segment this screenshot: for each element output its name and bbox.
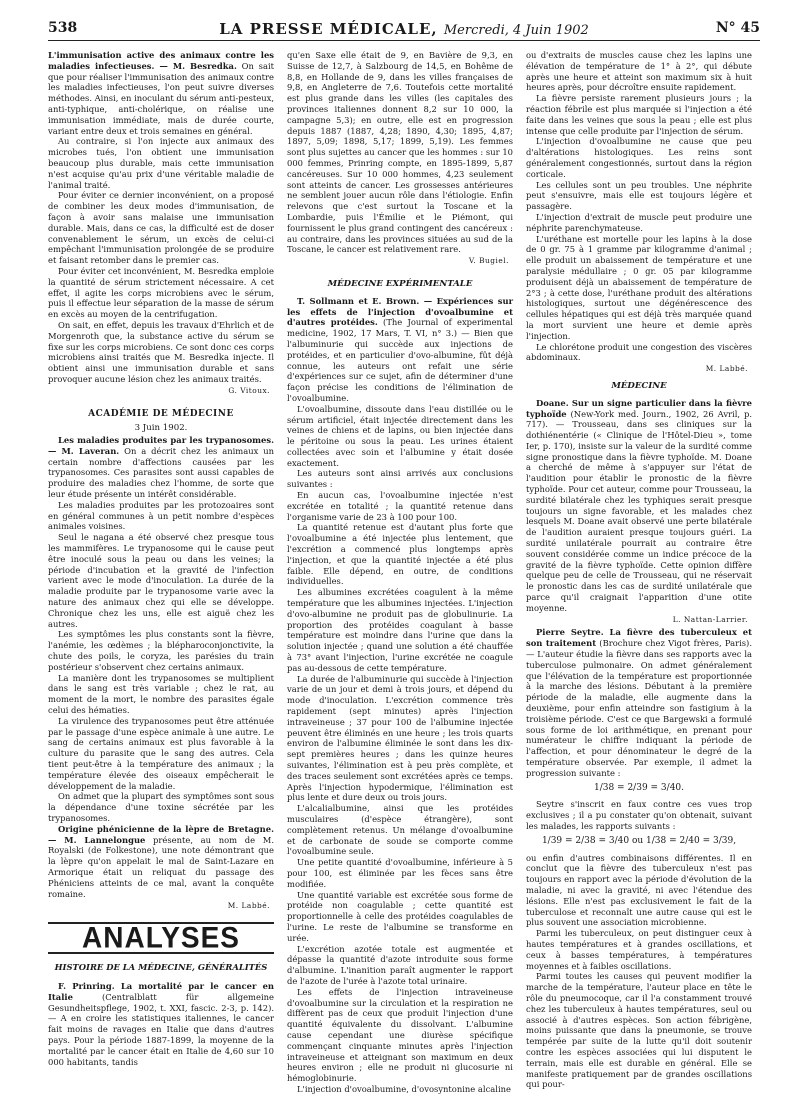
article-paragraph: La virulence des trypanosomes peut être atténuée par le passage d'une espèce animale à une autre. Le sang de certains animaux est plus favorable à la culture du parasite que le sang des autres. Cela tient peut-être à la température des animaux ; la température élevée des oiseaux empêcherait le développement de la maladie. xyxy=(48,715,274,791)
article-paragraph: Le chlorétone produit une congestion des viscères abdominaux. xyxy=(526,341,752,363)
article-paragraph: La quantité retenue est d'autant plus forte que l'ovoalbumine a été injectée plus lentement, que l'excrétion a commencé plus longtemps après l'injection, et que la quantité injectée a été plus faible. Elle dépend, en outre, de conditions individuelles. xyxy=(287,522,513,587)
article-paragraph: ou d'extraits de muscles cause chez les lapins une élévation de température de 1° à 2°, qui débute après une heure et atteint son maximum six à huit heures après, pour décroître ensuite rapidement. xyxy=(526,50,752,93)
author-signature: V. Bugiel. xyxy=(468,256,509,266)
article-paragraph: On sait, en effet, depuis les travaux d'Ehrlich et de Morgenroth que, la substance active du sérum se fixe sur les corps microbiens. Ce sont donc ces corps microbiens ainsi traités que M. Besredka injecte. Il obtient ainsi une immunisation durable et sans provoquer aucune lésion chez les animaux traités. xyxy=(48,319,274,384)
article-paragraph: Origine phénicienne de la lèpre de Bretagne. — M. Lannelongue présente, au nom de M. Royalski (de Folkestone), une note démontrant que la lèpre qu'on appelait le mal de Saint-Lazare en Armorique était un reliquat du passage des Phéniciens atteints de ce mal, avant la conquête romaine. xyxy=(48,823,274,899)
article-paragraph: Seul le nagana a été observé chez presque tous les mammifères. Le trypanosome qui le cause peut être inoculé sous la peau ou dans les veines; la période d'incubation et la gravité de l'infection varient avec le mode d'inoculation. La durée de la maladie produite par le trypanosome varie avec la nature des animaux chez qui elle se développe. Chronique chez les uns, elle est aiguë chez les autres. xyxy=(48,532,274,629)
article-heading: L'immunisation active des animaux contre les maladies infectieuses. — M. Besredka. xyxy=(48,50,274,71)
formula: 1/39 = 2/38 = 3/40 ou 1/38 = 2/40 = 3/39, xyxy=(541,835,737,846)
article-paragraph: Les albumines excrétées coagulent à la même température que les albumines injectées. L'injection d'ovo-albumine ne produit pas de globulinurie. La proportion des protéides coagulant à basse température est moindre dans l'urine que dans la solution injectée ; quand une solution a été chauffée à 73° avant l'injection, l'urine excrétée ne coagule pas au-dessous de cette température. xyxy=(287,587,513,673)
article-paragraph: L'excrétion azotée totale est augmentée et dépasse la quantité d'azote introduite sous forme d'albumine. L'inanition paraît augmenter le rapport de l'azote de l'urée à l'azote total urinaire. xyxy=(287,943,513,986)
article-paragraph: L'injection d'extrait de muscle peut produire une néphrite parenchymateuse. xyxy=(526,211,752,233)
section-heading: MÉDECINE EXPÉRIMENTALE xyxy=(327,278,473,289)
article-paragraph: L'alcalialbumine, ainsi que les protéides musculaires (d'espèce étrangère), sont complètement retenus. Un mélange d'ovoalbumine et de carbonate de soude se comporte comme l'ovoalbumine seule. xyxy=(287,803,513,857)
article-paragraph: Seytre s'inscrit en faux contre ces vues trop exclusives ; il a pu constater qu'on obtenait, suivant les malades, les rapports suivants : xyxy=(526,799,752,831)
article-paragraph: Une petite quantité d'ovoalbumine, inférieure à 5 pour 100, est éliminée par les fèces sans être modifiée. xyxy=(287,857,513,889)
author-signature: M. Labbé. xyxy=(705,364,748,374)
column-3 xyxy=(526,50,752,1090)
subsection-heading: HISTOIRE DE LA MÉDECINE, GÉNÉRALITÉS xyxy=(54,962,268,973)
article-paragraph: Au contraire, si l'on injecte aux animaux des microbes tués, l'on obtient une immunisation beaucoup plus durable, mais cette immunisation n'est acquise qu'au prix d'une véritable maladie de l'animal traité. xyxy=(48,136,274,190)
column-1 xyxy=(48,50,274,1075)
analyses-title: ANALYSES xyxy=(82,920,240,954)
article-paragraph: Pour éviter ce dernier inconvénient, on a proposé de combiner les deux modes d'immunisation, de façon à avoir sans malaise une immunisation durable. Mais, dans ce cas, la difficulté est de doser convenablement le sérum, un excès de celui-ci empêchant l'immunisation prolongée de se produire et faisant retomber dans le premier cas. xyxy=(48,190,274,266)
article-paragraph: Les auteurs sont ainsi arrivés aux conclusions suivantes : xyxy=(287,468,513,490)
article-paragraph: Parmi les tuberculeux, on peut distinguer ceux à hautes températures et à grandes oscillations, et ceux à basses températures, à températures moyennes et à faibles oscillations. xyxy=(526,928,752,971)
author-signature: G. Vitoux. xyxy=(228,385,270,395)
article-paragraph: L'injection d'ovoalbumine ne cause que peu d'altérations histologiques. Les reins sont généralement congestionnés, surtout dans la région corticale. xyxy=(526,136,752,179)
article-paragraph: ou enfin d'autres combinaisons différentes. Il en conclut que la fièvre des tuberculeux n'est pas toujours en rapport avec la période d'évolution de la maladie, ni avec la gravité, ni avec l'étendue des lésions. Elle n'est pas exclusivement le fait de la tuberculose et reconnaît une autre cause qui est le plus souvent une association microbienne. xyxy=(526,852,752,928)
article-paragraph: Les maladies produites par les protozoaires sont en général communes à un petit nombre d'espèces animales voisines. xyxy=(48,499,274,532)
article-paragraph: Les effets de l'injection intraveineuse d'ovoalbumine sur la circulation et la respiration ne diffèrent pas de ceux que produit l'injection d'une quantité équivalente du dissolvant. L'albumine cause cependant une diurèse spécifique commençant cinquante minutes après l'injection intraveineuse et atteignant son maximum en deux heures environ ; elle ne produit ni glucosurie ni hémoglobinurie. xyxy=(287,986,513,1084)
article-paragraph: T. Sollmann et E. Brown. — Expériences sur les effets de l'injection d'ovoalbumine et d'autres protéides. (The Journal of experimental medicine, 1902, 17 Mars, T. VI, n° 3.) — Bien que l'albuminurie qui succède aux injections de protéides, et en particulier d'ovo-albumine, fût déjà connue, les auteurs ont refait une série d'expériences sur ce sujet, afin de déterminer d'une façon précise les conditions de l'élimination de l'ovoalbumine. xyxy=(287,295,513,403)
page-number: 538 xyxy=(48,20,78,36)
column-2 xyxy=(287,50,513,1094)
article-heading: F. Prinring. La mortalité par le cancer en Italie xyxy=(48,980,274,1002)
issue-date: Mercredi, 4 Juin 1902 xyxy=(443,23,589,38)
article-paragraph: Pour éviter cet inconvénient, M. Besredka emploie la quantité de sérum strictement nécessaire. A cet effet, il agite les corps microbiens avec le sérum, puis il effectue leur séparation de la masse de sérum en excès au moyen de la centrifugation. xyxy=(48,265,274,320)
article-heading: T. Sollmann et E. Brown. — Expériences sur les effets de l'injection d'ovoalbumine et d'autres protéides. xyxy=(287,295,513,328)
section-heading: ACADÉMIE DE MÉDECINE xyxy=(88,408,234,419)
article-heading: Pierre Seytre. La fièvre des tuberculeux et son traitement xyxy=(526,627,752,649)
journal-title xyxy=(48,20,760,38)
section-date: 3 Juin 1902. xyxy=(134,423,188,434)
section-heading: MÉDECINE xyxy=(611,380,667,391)
article-paragraph: qu'en Saxe elle était de 9, en Bavière de 9,3, en Suisse de 12,7, à Salzbourg de 14,5, en Bohême de 8,8, en Hollande de 9, dans les villes françaises de 9,8, en Angleterre de 7,6. Toutefois cette mortalité est plus grande dans les villes (les capitales des provinces italiennes donnent 8,2 sur 10 000, la campagne 5,3); en outre, elle est en progression depuis 1887 (1887, 4,28; 1890, 4,30; 1895, 4,87; 1897, 5,09; 1898, 5,17; 1899, 5,19). Les femmes sont plus sujettes au cancer que les hommes : sur 10 000 femmes, Prinring compte, en 1895-1899, 5,87 cancéreuses. Sur 10 000 hommes, 4,23 seulement sont atteints de cancer. Les grossesses antérieures ne semblent jouer aucun rôle dans l'étiologie. Enfin relevons que c'est surtout la Toscane et la Lombardie, puis l'Émilie et le Piémont, qui fournissent le plus grand contingent des cancéreux : au contraire, dans les provinces situées au sud de la Toscane, le cancer est relativement rare. xyxy=(287,50,513,255)
article-heading: Doane. Sur un signe particulier dans la fièvre typhoïde xyxy=(526,397,752,419)
article-paragraph: On admet que la plupart des symptômes sont sous la dépendance d'une toxine sécrétée par les trypanosomes. xyxy=(48,791,274,823)
analyses-banner xyxy=(48,922,274,954)
journal-name: LA PRESSE MÉDICALE, xyxy=(219,20,438,38)
article-paragraph: La fièvre persiste rarement plusieurs jours ; la réaction fébrile est plus marquée si l'injection a été faite dans les veines que sous la peau ; elle est plus intense que celle produite par l'injection de sérum. xyxy=(526,93,752,136)
article-paragraph: F. Prinring. La mortalité par le cancer en Italie (Centralblatt für allgemeine Gesundheitspflege, 1902, t. XXI, fascic. 2-3, p. 142). — A en croire les statistiques italiennes, le cancer fait moins de ravages en Italie que dans d'autres pays. Pour la période 1887-1899, la moyenne de la mortalité par le cancer était en Italie de 4,60 sur 10 000 habitants, tandis xyxy=(48,980,274,1067)
article-paragraph: Les cellules sont un peu troubles. Une néphrite peut s'ensuivre, mais elle est toujours légère et passagère. xyxy=(526,179,752,212)
article-paragraph: Parmi toutes les causes qui peuvent modifier la marche de la température, l'auteur place en tête le rôle du pneumocoque, car il l'a constamment trouvé chez les tuberculeux à hautes températures, seul ou associé à d'autres espèces. Son action fébrigène, moins puissante que dans la pneumonie, se trouve tempérée par suite de la lutte qu'il doit soutenir contre les espèces associées qui lui disputent le terrain, mais elle est durable en général. Elle se manifeste pratiquement par de grandes oscillations qui pour- xyxy=(526,971,752,1090)
article-paragraph: La durée de l'albuminurie qui succède à l'injection varie de un jour et demi à trois jours, et dépend du mode d'inoculation. L'excrétion commence très rapidement (sept minutes) après l'injection intraveineuse ; 37 pour 100 de l'albumine injectée peuvent être éliminés en une heure ; les trois quarts environ de l'albumine éliminée le sont dans les dix-sept premières heures ; dans les quinze heures suivantes, l'élimination est à peu près complète, et des traces seulement sont excrétées après ce temps. Après l'injection hypodermique, l'élimination est plus lente et dure deux ou trois jours. xyxy=(287,673,513,803)
article-paragraph: L'immunisation active des animaux contre les maladies infectieuses. — M. Besredka. On sait que pour réaliser l'immunisation des animaux contre les maladies infectieuses, l'on peut suivre diverses méthodes. Ainsi, en inoculant du sérum anti-pesteux, anti-typhique, anti-cholérique, on réalise une immunisation immédiate, mais de durée courte, variant entre deux et trois semaines en général. xyxy=(48,50,275,136)
article-paragraph: Pierre Seytre. La fièvre des tuberculeux et son traitement (Brochure chez Vigot frères, Paris). — L'auteur étudie la fièvre dans ses rapports avec la tuberculose pulmonaire. On admet généralement que l'élévation de la température est proportionnée à la marche des lésions. Débutant à la première période de la maladie, elle augmente dans la deuxième, pour enfin atteindre son fastigium à la troisième période. C'est ce que Bargewski a formulé sous forme de loi arithmétique, en prenant pour numérateur le chiffre indiquant la période de l'affection, et pour dénominateur le degré de la température observée. Par exemple, il admet la progression suivante : xyxy=(526,627,752,778)
article-paragraph: L'injection d'ovoalbumine, d'ovosyntonine alcaline xyxy=(297,1083,511,1094)
article-paragraph: La manière dont les trypanosomes se multiplient dans le sang est très variable ; chez le rat, au moment de la mort, le nombre des parasites égale celui des hématies. xyxy=(48,672,274,716)
article-heading: Les maladies produites par les trypanosomes. — M. Laveran. xyxy=(48,435,274,456)
article-paragraph: Doane. Sur un signe particulier dans la fièvre typhoïde (New-York med. Journ., 1902, 26 Avril, p. 717). — Trousseau, dans ses cliniques sur la dothiénentérie (« Clinique de l'Hôtel-Dieu », tome Ier, p. 170), insiste sur la valeur de la surdité comme signe pronostique dans la fièvre typhoïde. M. Doane a cherché de même à s'appuyer sur l'état de l'audition pour établir le pronostic de la fièvre typhoïde. Pour cet auteur, comme pour Trousseau, la surdité bilatérale chez les typhiques serait presque toujours un signe favorable, et les malades chez lesquels M. Doane avait observé une perte bilatérale de l'audition auraient presque toujours guéri. La surdité unilatérale pourrait au contraire être souvent considérée comme un indice précoce de la gravité de la fièvre typhoïde. Cette opinion diffère quelque peu de celle de Trousseau, qui ne réservait le pronostic dans les cas de surdité unilatérale que parce qu'il craignait l'apparition d'une otite moyenne. xyxy=(526,397,752,613)
formula: 1/38 = 2/39 = 3/40. xyxy=(593,782,685,793)
article-paragraph: Les symptômes les plus constants sont la fièvre, l'anémie, les œdèmes ; la blépharoconjonctivite, la chute des poils, le coryza, les parésies du train postérieur s'observent chez certains animaux. xyxy=(48,629,274,672)
article-paragraph: Une quantité variable est excrétée sous forme de protéide non coagulable ; cette quantité est proportionnelle à celle des protéides coagulables de l'urine. Le reste de l'albumine se transforme en urée. xyxy=(287,889,513,943)
author-signature: M. Labbé. xyxy=(227,901,270,911)
page-header xyxy=(48,20,760,41)
article-paragraph: L'uréthane est mortelle pour les lapins à la dose de 0 gr. 75 à 1 gramme par kilogramme d'animal ; elle produit un abaissement de température et une paralysie médullaire ; 0 gr. 05 par kilogramme produisent déjà un abaissement de température de 2°3 ; à cette dose, l'uréthane produit des altérations histologiques, surtout une dégénérescence des cellules hépatiques qui est déjà très marquée quand la mort survient une heure et demie après l'injection. xyxy=(526,233,752,341)
article-heading: Origine phénicienne de la lèpre de Bretagne. — M. Lannelongue xyxy=(48,823,274,845)
article-paragraph: Les maladies produites par les trypanosomes. — M. Laveran. On a décrit chez les animaux un certain nombre d'affections causées par les trypanosomes. Ces parasites sont aussi capables de produire des maladies chez l'homme, de sorte que leur étude présente un intérêt considérable. xyxy=(48,435,275,500)
author-signature: L. Nattan-Larrier. xyxy=(672,614,748,624)
issue-number: N° 45 xyxy=(715,20,760,36)
article-paragraph: L'ovoalbumine, dissoute dans l'eau distillée ou le sérum artificiel, était injectée directement dans les veines de chiens et de lapins, ou bien injectée dans le péritoine ou sous la peau. Les urines étaient collectées avec soin et l'albumine y était dosée exactement. xyxy=(287,403,513,468)
article-paragraph: En aucun cas, l'ovoalbumine injectée n'est excrétée en totalité ; la quantité retenue dans l'organisme varie de 23 à 100 pour 100. xyxy=(287,490,513,522)
